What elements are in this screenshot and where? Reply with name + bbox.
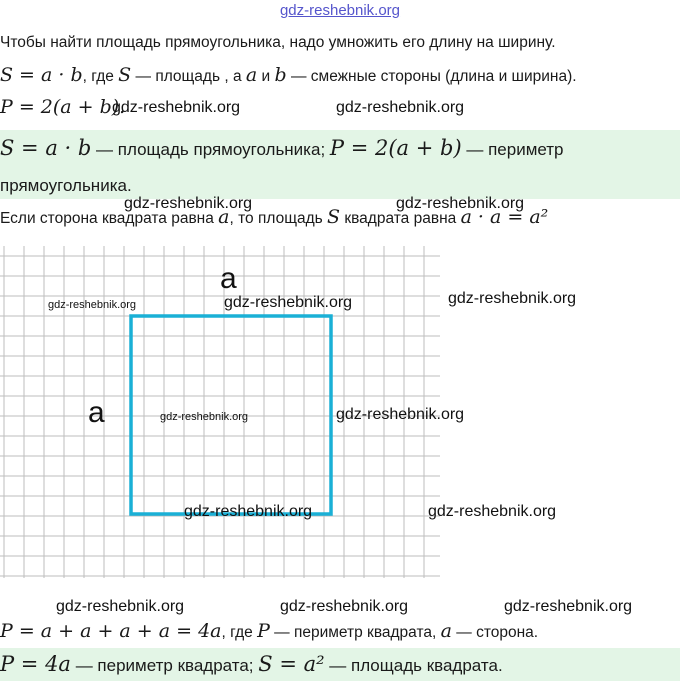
text-fragment: , где xyxy=(82,68,119,85)
var-a: a xyxy=(245,64,258,86)
intro-line: Чтобы найти площадь прямоугольника, надо умножить его длину на ширину. xyxy=(0,34,556,51)
var-a: a xyxy=(440,620,452,642)
side-label-top: a xyxy=(220,262,237,295)
watermark: gdz-reshebnik.org xyxy=(56,598,185,615)
watermark: gdz-reshebnik.org xyxy=(448,290,577,307)
var-a: a xyxy=(218,206,230,228)
watermark: gdz-reshebnik.org xyxy=(504,598,633,615)
formula-line-rect xyxy=(0,64,577,86)
final-summary-line xyxy=(0,652,503,676)
var-s: S xyxy=(327,206,341,228)
text-fragment: — площадь квадрата. xyxy=(324,656,503,675)
var-p: P xyxy=(257,620,270,642)
text-fragment: Если сторона квадрата равна xyxy=(0,210,219,227)
watermark: gdz-reshebnik.org xyxy=(396,195,525,212)
formula-p: P = 2(a + b). xyxy=(0,96,126,118)
var-s: S xyxy=(118,64,132,86)
text-fragment: — периметр квадрата, xyxy=(269,624,441,641)
formula-a-squared: a · a = a² xyxy=(460,206,549,228)
watermark: gdz-reshebnik.org xyxy=(280,598,409,615)
watermark: gdz-reshebnik.org xyxy=(224,294,353,311)
text-fragment: , то площадь xyxy=(229,210,327,227)
text-fragment: — периметр xyxy=(461,140,564,159)
text-fragment: квадрата равна xyxy=(340,210,461,227)
formula-s-ab: S = a · b xyxy=(0,64,83,86)
formula-s-a2: S = a² xyxy=(258,652,325,676)
formula-p: P = 2(a + b) xyxy=(329,136,462,160)
formula-perimeter-sum: P = a + a + a + a = 4a xyxy=(0,620,222,642)
text-fragment: и xyxy=(257,68,275,85)
site-title[interactable]: gdz-reshebnik.org xyxy=(279,2,401,19)
var-b: b xyxy=(274,64,287,86)
watermark: gdz-reshebnik.org xyxy=(336,99,465,116)
watermark: gdz-reshebnik.org xyxy=(428,503,557,520)
watermark: gdz-reshebnik.org xyxy=(184,503,313,520)
side-label-left: a xyxy=(88,396,105,429)
text-fragment: , где xyxy=(221,624,258,641)
watermark: gdz-reshebnik.org xyxy=(160,411,249,423)
text-fragment: — периметр квадрата; xyxy=(70,656,259,675)
text-fragment: — площадь прямоугольника; xyxy=(91,140,330,159)
formula-s-ab: S = a · b xyxy=(0,136,92,160)
text-fragment: — смежные стороны (длина и ширина). xyxy=(286,68,577,85)
text-fragment: — площадь , а xyxy=(131,68,246,85)
highlight-line-2: прямоугольника. xyxy=(0,176,132,195)
watermark: gdz-reshebnik.org xyxy=(48,299,137,311)
formula-p-4a: P = 4a xyxy=(0,652,71,676)
watermark: gdz-reshebnik.org xyxy=(124,195,253,212)
formula-line-perimeter xyxy=(0,96,125,118)
highlight-line-1 xyxy=(0,136,564,160)
text-fragment: — сторона. xyxy=(451,624,539,641)
square-perimeter-line xyxy=(0,620,538,642)
square-area-line xyxy=(0,206,548,228)
watermark: gdz-reshebnik.org xyxy=(112,99,241,116)
watermark: gdz-reshebnik.org xyxy=(336,406,465,423)
